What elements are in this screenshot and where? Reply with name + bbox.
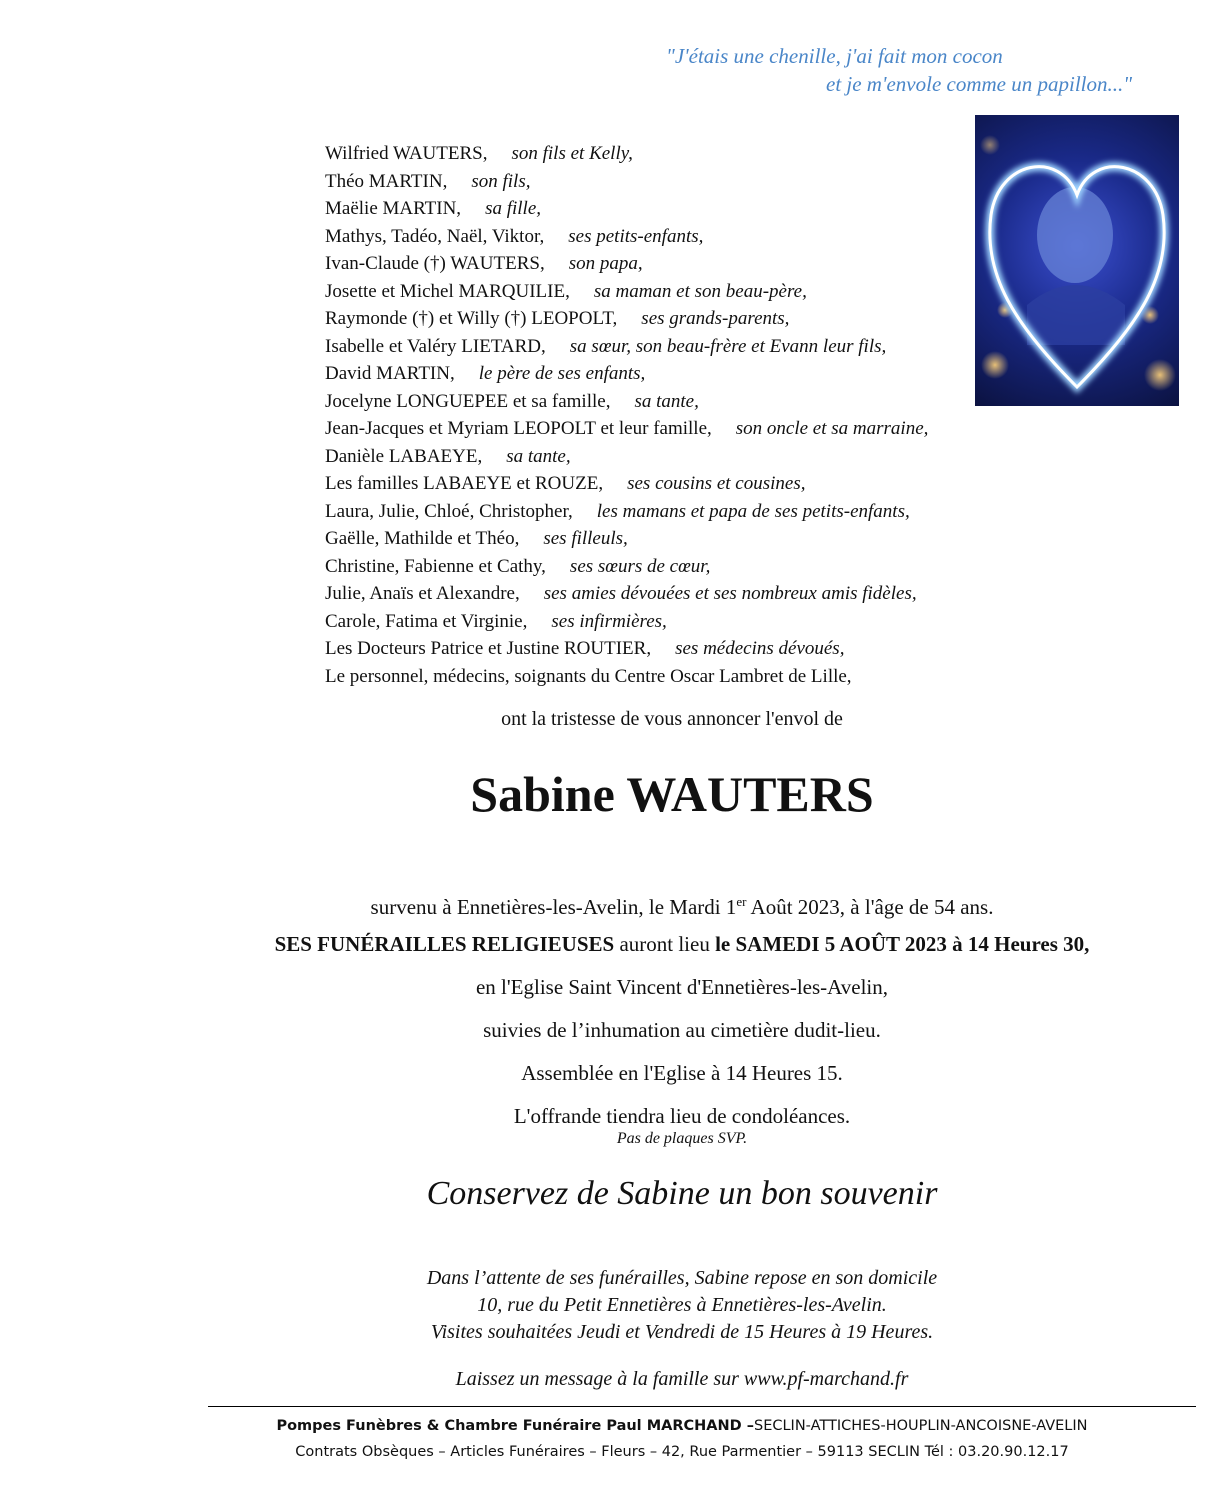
quote-line-2: et je m'envole comme un papillon...": [826, 72, 1133, 96]
family-member-name: Les Docteurs Patrice et Justine ROUTIER,: [325, 638, 652, 659]
family-row: [325, 195, 1025, 223]
family-row: [325, 250, 1025, 278]
family-row: [325, 663, 1025, 691]
family-row: [325, 168, 1025, 196]
visit-line-1: Dans l’attente de ses funérailles, Sabine repose en son domicile: [426, 1267, 938, 1289]
family-row: [325, 415, 1025, 443]
assembly-line: Assemblée en l'Eglise à 14 Heures 15.: [521, 1061, 843, 1085]
visit-info: [150, 1265, 1214, 1346]
family-member-name: Carole, Fatima et Virginie,: [325, 610, 528, 632]
visit-line-3: Visites souhaitées Jeudi et Vendredi de 15 Heures à 19 Heures.: [430, 1321, 934, 1343]
deceased-name: Sabine WAUTERS: [470, 766, 874, 822]
quote-line-1: "J'étais une chenille, j'ai fait mon cocon: [666, 44, 1003, 68]
family-list: [325, 140, 1025, 690]
announcement-text: ont la tristesse de vous annoncer l'envol de: [501, 708, 843, 730]
family-member-relation: ses cousins et cousines,: [627, 473, 806, 494]
family-member-name: Le personnel, médecins, soignants du Centre Oscar Lambret de Lille,: [325, 665, 852, 687]
family-member-relation: son papa,: [568, 253, 643, 274]
message-link-text: Laissez un message à la famille sur www.pf-marchand.fr: [455, 1368, 909, 1390]
death-line: [150, 880, 1214, 923]
family-member-relation: ses médecins dévoués,: [675, 638, 845, 659]
family-member-name: Josette et Michel MARQUILIE,: [325, 280, 570, 302]
family-row: [325, 360, 1025, 388]
family-row: [325, 140, 1025, 168]
family-member-relation: sa tante,: [506, 445, 571, 467]
family-member-relation: sa tante,: [634, 390, 699, 412]
family-row: [325, 470, 1025, 498]
footer-line-2: Contrats Obsèques – Articles Funéraires – Fleurs – 42, Rue Parmentier – 59113 SECLIN Tél : 03.20.90.12.17: [295, 1444, 1069, 1460]
death-ordinal: er: [736, 894, 747, 909]
family-member-relation: ses petits-enfants,: [568, 225, 704, 247]
family-member-name: David MARTIN,: [325, 363, 455, 384]
family-member-relation: ses sœurs de cœur,: [569, 555, 711, 577]
church-line: en l'Eglise Saint Vincent d'Ennetières-les-Avelin,: [475, 975, 888, 999]
footer-divider: [208, 1406, 1196, 1407]
family-member-relation: sa sœur, son beau-frère et Evann leur fils,: [569, 335, 887, 357]
family-member-relation: ses filleuls,: [543, 528, 628, 549]
family-member-name: Danièle LABAEYE,: [325, 445, 483, 467]
family-member-name: Wilfried WAUTERS,: [325, 143, 488, 164]
family-member-name: Maëlie MARTIN,: [325, 198, 462, 219]
death-text-after: Août 2023, à l'âge de 54 ans.: [746, 895, 994, 919]
family-row: [325, 608, 1025, 636]
family-member-name: Isabelle et Valéry LIETARD,: [325, 335, 546, 357]
death-text-before: survenu à Ennetières-les-Avelin, le Mardi 1: [370, 895, 737, 919]
family-member-name: Mathys, Tadéo, Naël, Viktor,: [325, 225, 545, 247]
family-row: [325, 635, 1025, 663]
no-plaques-note: Pas de plaques SVP.: [616, 1130, 748, 1147]
offering-line: L'offrande tiendra lieu de condoléances.: [513, 1104, 851, 1128]
footer: [150, 1413, 1214, 1465]
family-member-name: Jocelyne LONGUEPEE et sa famille,: [325, 390, 611, 412]
family-member-relation: les mamans et papa de ses petits-enfants,: [596, 500, 910, 522]
family-member-name: Raymonde (†) et Willy (†) LEOPOLT,: [325, 308, 618, 329]
funeral-home-name: Pompes Funèbres & Chambre Funéraire Paul MARCHAND –: [276, 1418, 754, 1434]
family-member-relation: ses amies dévouées et ses nombreux amis fidèles,: [543, 583, 917, 604]
family-member-relation: son fils et Kelly,: [511, 143, 633, 164]
family-member-name: Julie, Anaïs et Alexandre,: [325, 583, 520, 604]
family-member-name: Gaëlle, Mathilde et Théo,: [325, 528, 520, 549]
family-row: [325, 498, 1025, 526]
family-row: [325, 278, 1025, 306]
burial-line: suivies de l’inhumation au cimetière dudit-lieu.: [483, 1018, 881, 1042]
visit-line-2: 10, rue du Petit Ennetières à Ennetières-les-Avelin.: [477, 1294, 887, 1316]
funeral-middle: auront lieu: [614, 932, 716, 956]
family-member-relation: ses grands-parents,: [641, 308, 790, 329]
family-member-name: Jean-Jacques et Myriam LEOPOLT et leur famille,: [325, 418, 712, 439]
family-row: [325, 388, 1025, 416]
family-member-relation: sa maman et son beau-père,: [593, 280, 807, 302]
funeral-line: [150, 923, 1214, 966]
family-member-relation: ses infirmières,: [551, 610, 667, 632]
family-row: [325, 443, 1025, 471]
family-member-name: Les familles LABAEYE et ROUZE,: [325, 473, 604, 494]
family-member-relation: son fils,: [471, 170, 531, 192]
family-member-name: Théo MARTIN,: [325, 170, 448, 192]
family-member-name: Christine, Fabienne et Cathy,: [325, 555, 546, 577]
funeral-details: [150, 880, 1214, 1138]
family-row: [325, 223, 1025, 251]
family-row: [325, 553, 1025, 581]
family-row: [325, 305, 1025, 333]
family-member-relation: sa fille,: [485, 198, 542, 219]
souvenir-text: Conservez de Sabine un bon souvenir: [426, 1175, 938, 1212]
family-member-name: Ivan-Claude (†) WAUTERS,: [325, 253, 545, 274]
family-row: [325, 525, 1025, 553]
epigraph-quote: [630, 42, 1190, 98]
funeral-heading: SES FUNÉRAILLES RELIGIEUSES: [274, 932, 615, 956]
funeral-date: le SAMEDI 5 AOÛT 2023 à 14 Heures 30,: [715, 932, 1090, 956]
footer-line-1: [150, 1413, 1214, 1439]
family-member-relation: le père de ses enfants,: [478, 363, 646, 384]
family-member-relation: son oncle et sa marraine,: [735, 418, 929, 439]
funeral-home-towns: SECLIN-ATTICHES-HOUPLIN-ANCOISNE-AVELIN: [753, 1418, 1088, 1434]
family-row: [325, 580, 1025, 608]
family-member-name: Laura, Julie, Chloé, Christopher,: [325, 500, 573, 522]
family-row: [325, 333, 1025, 361]
